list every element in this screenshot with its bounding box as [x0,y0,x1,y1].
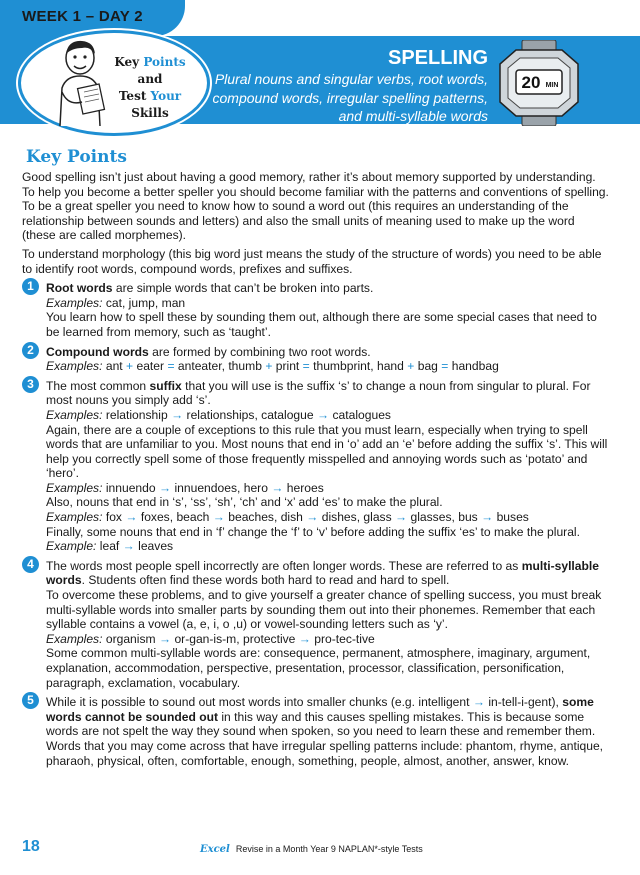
badge-points: Points [143,55,186,69]
example-word: leaf [99,539,120,554]
examples-label: Examples: [46,631,103,646]
term-root-words: Root words [46,281,113,296]
text: The words most people spell incorrectly are often longer words. These are referred to as [46,558,522,573]
key-point-2 [22,342,610,374]
examples-label: Examples: [46,510,103,525]
main-content [22,146,610,768]
page-number: 18 [22,838,40,855]
example-word: innuendoes, hero [174,480,268,495]
key-point-3 [22,376,610,554]
example-word: anteater, thumb [177,359,262,374]
note: You learn how to spell these by sounding them out, although there are some special cases that need to be learned from memory, such as ‘taught’. [46,310,597,339]
number-badge-1: 1 [22,278,39,295]
number-badge-3: 3 [22,376,39,393]
svg-text:MIN: MIN [545,82,559,89]
plus-symbol: + [126,359,134,374]
examples: cat, jump, man [102,295,186,310]
example-word: pro-tec-tive [314,631,375,646]
intro-paragraph-2: To understand morphology (this big word just means the study of the structure of words) you need to be able to identify root words, compound words, prefixes and suffixes. [22,246,602,276]
footer-title [200,844,423,855]
arrow-icon: → [171,407,184,422]
example-word: eater [136,359,165,374]
text: that you will use is the suffix ‘s’ to change a noun from singular to plural. For most nouns you simply add ‘s’. [46,378,591,408]
arrow-icon: → [298,631,311,646]
text: in-tell-i-gent), [484,695,563,710]
key-point-4 [22,556,610,690]
section-title: SPELLING [387,47,488,69]
examples-label: Examples: [46,359,103,374]
subtitle-line: compound words, irregular spelling patterns, [212,89,488,106]
term-suffix: suffix [149,378,182,393]
example-word: print [275,359,300,374]
example-word: organism [105,631,156,646]
arrow-icon: → [481,510,494,525]
equals-symbol: = [302,359,310,374]
arrow-icon: → [472,695,485,710]
paragraph: Words that you may come across that have irregular spelling patterns include: phantom, rhyme, antique, pharaoh, physical, often, comfortable, enough, something, people, almost, another, answer, know. [46,738,604,768]
term-multi-syllable-words: multi-syllable words [46,558,599,588]
example-word: or-gan-is-m, protective [174,631,296,646]
examples-label: Examples: [46,480,103,495]
definition: are formed by combining two root words. [148,344,371,359]
example-word: leaves [138,539,174,554]
arrow-icon: → [395,510,408,525]
badge-and: and [137,72,163,86]
number-badge-4: 4 [22,556,39,573]
key-points-heading: Key Points [26,147,127,167]
section-subtitle [198,70,488,126]
example-word: fox [105,510,122,525]
brand-logo: Excel [200,844,230,855]
term-compound-words: Compound words [46,344,149,359]
paragraph: Some common multi-syllable words are: consequence, permanent, atmosphere, imaginary, argument, explanation, accommodation, perspective, presentation, processor, classification, personification, paragraph, exclamation, vocabulary. [46,646,591,690]
student-illustration [46,36,118,128]
example-word: buses [496,510,529,525]
paragraph: Also, nouns that end in ‘s’, ‘ss’, ‘sh’, ‘ch’ and ‘x’ add ‘es’ to make the plural. [46,495,443,510]
arrow-icon: → [122,539,135,554]
example-word: foxes, beach [140,510,210,525]
stopwatch-icon [494,40,584,126]
example-word: thumbprint, hand [313,359,404,374]
example-word: relationship [105,407,168,422]
example-word: beaches, dish [228,510,303,525]
text: . Students often find these words both hard to read and hard to spell. [81,573,450,588]
example-word: glasses, bus [410,510,478,525]
examples-label: Examples: [46,407,103,422]
example-word: ant [105,359,123,374]
example-word: bag [417,359,438,374]
example-word: handbag [451,359,499,374]
arrow-icon: → [158,631,172,646]
example-word: relationships, catalogue [186,407,314,422]
equals-symbol: = [441,359,449,374]
key-point-5 [22,695,610,768]
intro-paragraph-1: Good spelling isn’t just about having a good memory, rather it’s about memory supported by understanding. To help you become a better speller you should become familiar with the patterns and conventions of spelling. To be a great speller you need to know how to sound a word out (this requires an understanding of the relationship between sounds and letters) and also the small units of meaning used to make up the word (these are called morphemes). [22,170,609,243]
example-word: dishes, glass [321,510,392,525]
week-label: WEEK 1 – DAY 2 [22,8,143,25]
arrow-icon: → [212,510,225,525]
subtitle-line: Plural nouns and singular verbs, root words, [214,71,488,87]
text: in this way and this causes spelling mistakes. This is because some words are not spelt the way they sound when spoken, so you need to learn these and remember them. [46,709,596,739]
equals-symbol: = [167,359,175,374]
arrow-icon: → [159,480,172,495]
examples-label: Examples: [46,295,103,310]
badge-skills: Skills [131,106,169,120]
paragraph: Finally, some nouns that end in ‘f’ change the ‘f’ to ‘v’ before adding the suffix ‘es’ to make the plural. [46,524,580,539]
book-title: Revise in a Month Year 9 NAPLAN*-style Tests [235,844,423,854]
key-point-1 [22,281,610,339]
term-not-sounded-out: some words cannot be sounded out [46,695,594,724]
badge-key: Key [114,55,144,69]
arrow-icon: → [306,510,319,525]
text: While it is possible to sound out most words into smaller chunks (e.g. intelligent [46,695,470,710]
plus-symbol: + [407,359,415,374]
svg-text:20: 20 [521,73,541,92]
badge-your: Your [150,89,182,103]
example-word: heroes [286,480,324,495]
badge-test: Test [118,89,151,103]
plus-symbol: + [265,359,273,374]
number-badge-2: 2 [22,342,39,359]
arrow-icon: → [271,480,284,495]
paragraph: Again, there are a couple of exceptions to this rule that you must learn, especially when trying to spell words that are unfamiliar to you. Most nouns that end in ‘o’ add an ‘e’ before adding the suffix ‘s’. This will help you correctly spell some of those frequently misspelled and annoying words such as ‘potato’ and ‘hero’. [46,422,608,481]
subtitle-line: and multi-syllable words [338,108,488,124]
example-word: innuendo [105,480,156,495]
arrow-icon: → [125,510,138,525]
example-label: Example: [46,539,97,554]
arrow-icon: → [317,407,330,422]
badge-text [114,54,186,122]
example-word: catalogues [332,407,391,422]
paragraph: To overcome these problems, and to give yourself a greater chance of spelling success, you must break multi-syllable words into smaller parts by sounding them out into their phonemes. Remember that each syllable contains a vowel (a, e, i, o ,u) or vowel-sounding letters such as ‘y’. [46,588,602,632]
text: The most common [46,378,150,393]
definition: are simple words that can’t be broken into parts. [112,281,374,296]
number-badge-5: 5 [22,692,39,709]
